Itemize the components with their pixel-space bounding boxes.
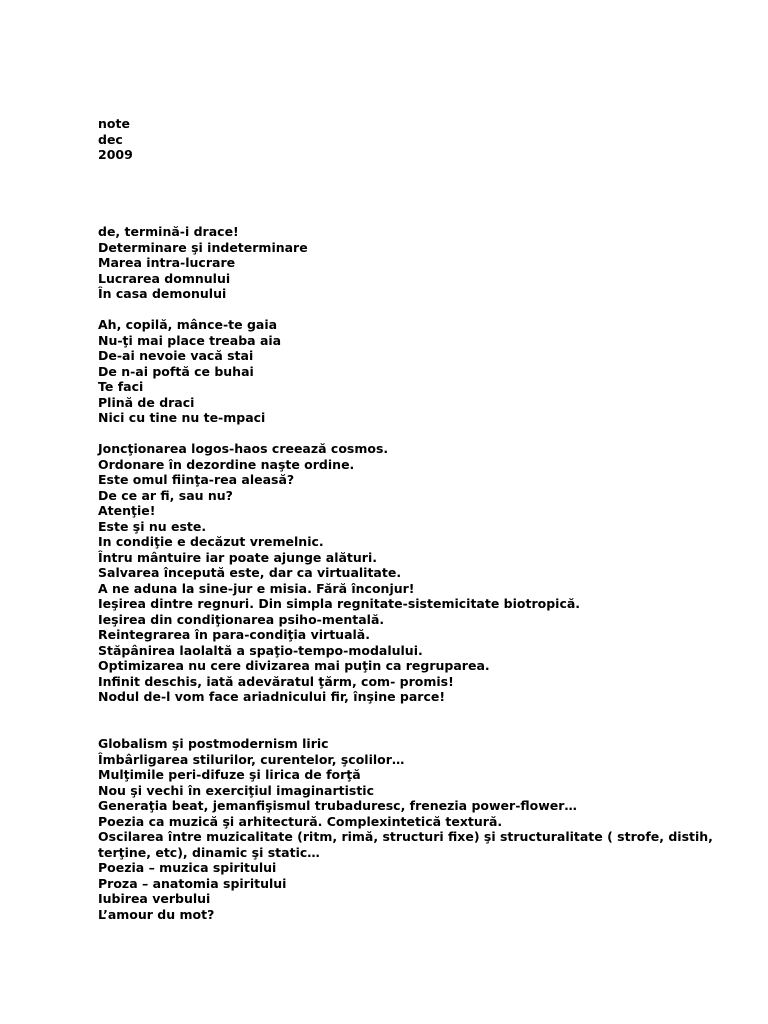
stanza-line: In condiţie e decăzut vremelnic.	[98, 534, 324, 549]
stanza-line: Oscilarea între muzicalitate (ritm, rimă, structuri fixe) şi structuralitate ( strofe, distih, terţine, etc), dinamic şi static…	[98, 829, 713, 860]
stanza-line: De-ai nevoie vacă stai	[98, 348, 254, 363]
stanza-line: Ah, copilă, mânce-te gaia	[98, 317, 278, 332]
stanza-line: Este şi nu este.	[98, 518, 207, 534]
stanza-line: Stăpânirea laolaltă a spaţio-tempo-modalului.	[98, 642, 423, 658]
stanza-line: Nici cu tine nu te-mpaci	[98, 410, 266, 425]
stanza-line: Îmbârligarea stilurilor, curentelor, şcolilor…	[98, 751, 405, 767]
stanza-line: Mulţimile peri-difuze şi lirica de forţă	[98, 767, 361, 782]
header-line: dec	[98, 131, 123, 147]
stanza-line: Lucrarea domnului	[98, 270, 231, 286]
stanza-line: Poezia – muzica spiritului	[98, 860, 277, 875]
stanza-line: Globalism şi postmodernism liric	[98, 736, 329, 751]
stanza-1	[98, 224, 738, 302]
stanza-line: Determinare şi indeterminare	[98, 239, 308, 255]
header-block	[98, 116, 738, 163]
stanza-line: În casa demonului	[98, 286, 227, 301]
stanza-line: Nu-ţi mai place treaba aia	[98, 332, 282, 348]
stanza-line: Generaţia beat, jemanfişismul trubaduresc, frenezia power-flower…	[98, 798, 577, 813]
stanza-line: Este omul fiinţa-rea aleasă?	[98, 472, 295, 487]
stanza-line: de, termină-i drace!	[98, 224, 239, 239]
stanza-line: De ce ar fi, sau nu?	[98, 487, 233, 503]
stanza-line: Întru mântuire iar poate ajunge alături.	[98, 549, 377, 565]
stanza-2	[98, 317, 738, 426]
stanza-line: De n-ai poftă ce buhai	[98, 363, 254, 379]
stanza-line: Te faci	[98, 379, 144, 394]
stanza-4	[98, 736, 738, 922]
stanza-line: Optimizarea nu cere divizarea mai puţin ca regruparea.	[98, 658, 490, 673]
stanza-line: Atenţie!	[98, 503, 156, 518]
stanza-line: Infinit deschis, iată adevăratul ţărm, com- promis!	[98, 673, 454, 689]
stanza-line: Ordonare în dezordine naşte ordine.	[98, 456, 355, 472]
header-line: 2009	[98, 147, 133, 162]
stanza-line: Marea intra-lucrare	[98, 255, 236, 270]
stanza-line: Iubirea verbului	[98, 891, 211, 906]
stanza-line: Proza – anatomia spiritului	[98, 875, 287, 891]
stanza-line: L’amour du mot?	[98, 906, 215, 922]
stanza-line: Joncţionarea logos-haos creează cosmos.	[98, 441, 389, 456]
stanza-line: Plină de draci	[98, 394, 195, 410]
stanza-line: Nou şi vechi în exerciţiul imaginartistic	[98, 782, 375, 798]
stanza-line: Nodul de-l vom face ariadnicului fir, înşine parce!	[98, 689, 446, 704]
stanza-3	[98, 441, 738, 705]
header-line: note	[98, 116, 130, 131]
stanza-line: Ieşirea din condiţionarea psiho-mentală.	[98, 611, 385, 627]
stanza-line: Salvarea începută este, dar ca virtualitate.	[98, 565, 402, 580]
stanza-line: Poezia ca muzică şi arhitectură. Complexintetică textură.	[98, 813, 503, 829]
stanza-line: A ne aduna la sine-jur e misia. Fără înconjur!	[98, 580, 415, 596]
stanza-line: Ieşirea dintre regnuri. Din simpla regnitate-sistemicitate biotropică.	[98, 596, 581, 611]
stanza-line: Reintegrarea în para-condiţia virtuală.	[98, 627, 370, 642]
